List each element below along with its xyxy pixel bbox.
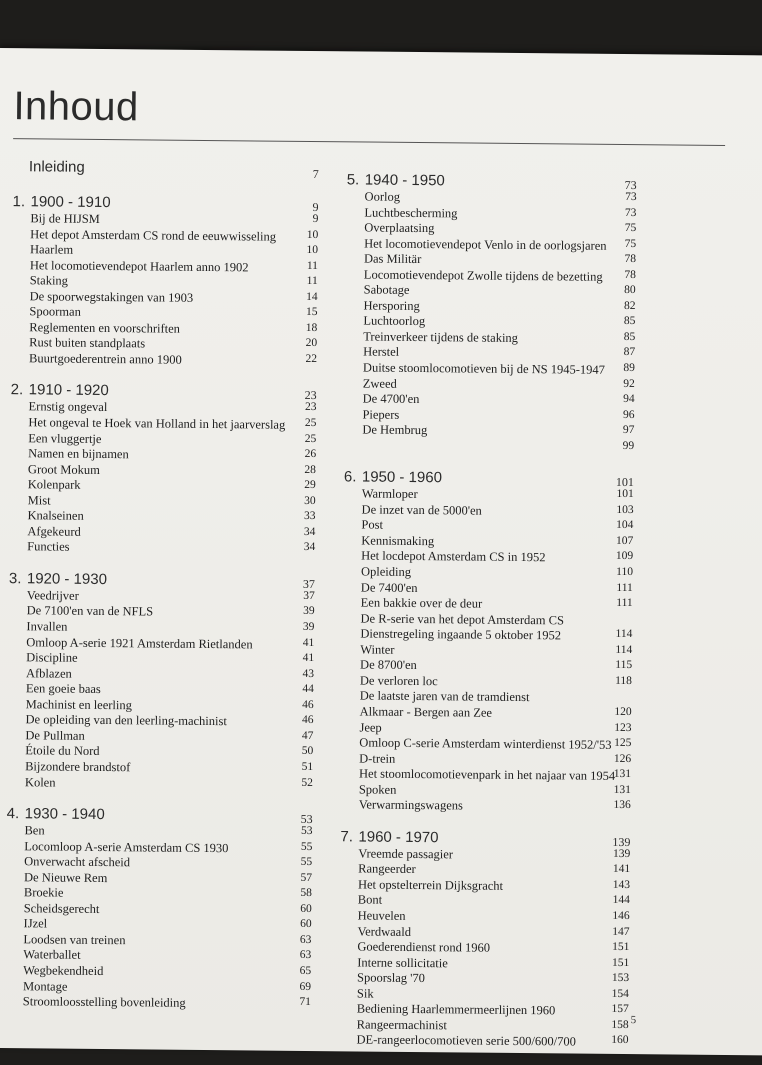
- toc-chapter: [5, 803, 313, 1012]
- entry-page-number: 131: [613, 783, 631, 796]
- entry-title: De spoorwegstakingen van 1903: [29, 289, 194, 305]
- entry-page-number: 44: [302, 683, 314, 696]
- entry-page-number: 60: [300, 902, 312, 915]
- entry-page-number: 14: [306, 290, 318, 303]
- toc-entry: [9, 540, 315, 558]
- entry-title: De 7100'en van de NFLS: [26, 603, 154, 619]
- page-number: 5: [630, 1014, 637, 1027]
- entry-page-number: 101: [616, 488, 634, 501]
- entry-title: Omloop C-serie Amsterdam winterdienst 1952/'53: [359, 735, 612, 752]
- entry-page-number: 92: [623, 377, 635, 390]
- entry-page-number: 99: [622, 439, 635, 452]
- toc-entry: [11, 351, 317, 369]
- entry-title: Afgekeurd: [27, 524, 81, 539]
- entry-page-number: 33: [303, 510, 316, 523]
- entry-title: Verwarmingswagens: [358, 797, 463, 813]
- entry-title: Herstel: [363, 344, 400, 360]
- entry-title: Het ongeval te Hoek van Holland in het jaarverslag: [28, 415, 286, 432]
- entry-title: Das Militär: [363, 251, 422, 267]
- entry-page-number: 11: [306, 259, 318, 272]
- page-title: Inhoud: [13, 84, 139, 130]
- entry-title: Een bakkie over de deur: [360, 595, 483, 611]
- toc-entry: [7, 775, 313, 793]
- entry-title: Het locomotievendepot Venlo in de oorlogsjaren: [364, 236, 607, 253]
- toc-chapter: [344, 169, 637, 456]
- entry-page-number: 151: [611, 956, 630, 969]
- entry-title: De laatste jaren van de tramdienst: [359, 688, 530, 705]
- entry-title: Bij de HIJSM: [30, 211, 100, 226]
- book-page: [0, 48, 762, 1056]
- entry-title: Opleiding: [360, 564, 412, 580]
- entry-title: Staking: [29, 273, 69, 288]
- toc-chapter: [338, 826, 630, 1051]
- entry-title: Het locomotievendepot Haarlem anno 1902: [29, 257, 249, 275]
- chapter-title: 1930 - 1940: [24, 805, 105, 824]
- entry-title: De Hembrug: [362, 422, 428, 438]
- entry-page-number: 78: [624, 268, 636, 281]
- entry-page-number: 103: [616, 503, 634, 516]
- entry-page-number: 89: [623, 362, 636, 375]
- toc-entry: [344, 438, 634, 456]
- entry-page-number: 73: [624, 206, 637, 219]
- entry-title: Rangeermachinist: [356, 1017, 447, 1033]
- chapter-heading: [347, 169, 637, 192]
- entry-page-number: 10: [306, 244, 319, 257]
- entry-page-number: 69: [299, 980, 312, 993]
- entry-page-number: 29: [304, 479, 316, 492]
- entry-page-number: 78: [624, 253, 637, 266]
- entry-title: Luchtbescherming: [364, 205, 458, 220]
- chapter-heading: [344, 467, 634, 490]
- entry-page-number: 151: [612, 940, 630, 954]
- entry-page-number: 11: [306, 275, 318, 288]
- entry-page-number: 75: [624, 237, 637, 250]
- entry-page-number: 146: [612, 909, 630, 923]
- chapter-number: 3.: [8, 570, 22, 588]
- chapter-heading: [13, 158, 319, 181]
- entry-title: Machinist en leerling: [25, 697, 133, 713]
- entry-title: Omloop A-serie 1921 Amsterdam Rietlanden: [26, 634, 253, 652]
- entry-title: Rust buiten standplaats: [29, 335, 146, 351]
- entry-title: Duitse stoomlocomotieven bij de NS 1945-1947: [362, 360, 606, 377]
- chapter-title: Inleiding: [28, 158, 85, 176]
- entry-page-number: 10: [306, 228, 319, 241]
- entry-title: De R-serie van het depot Amsterdam CS: [360, 611, 565, 628]
- entry-page-number: 87: [623, 346, 636, 359]
- entry-page-number: 41: [302, 652, 315, 665]
- entry-page-number: 125: [614, 736, 632, 750]
- entry-title: Het opstelterrein Dijksgracht: [357, 877, 504, 893]
- entry-title: Locomotievendepot Zwolle tijdens de bezetting: [363, 267, 603, 284]
- entry-page-number: 28: [304, 463, 317, 476]
- entry-title: Hersporing: [363, 298, 420, 313]
- entry-page-number: 47: [301, 729, 314, 742]
- entry-page-number: 111: [616, 597, 633, 610]
- entry-page-number: 111: [616, 581, 633, 594]
- entry-title: Bediening Haarlemmermeerlijnen 1960: [356, 1001, 556, 1018]
- entry-page-number: 58: [300, 887, 312, 900]
- entry-title: Treinverkeer tijdens de staking: [363, 329, 519, 345]
- entry-page-number: 85: [623, 330, 636, 344]
- entry-title: Onverwacht afscheid: [24, 854, 131, 870]
- entry-page-number: 114: [615, 628, 633, 641]
- entry-title: De Nieuwe Rem: [23, 869, 108, 885]
- entry-title: Knalseinen: [27, 508, 84, 524]
- entry-page-number: 23: [305, 401, 317, 414]
- toc-column-left: [5, 158, 319, 1026]
- entry-page-number: 85: [623, 315, 636, 328]
- title-rule: [13, 138, 725, 146]
- entry-page-number: 43: [302, 667, 315, 680]
- entry-title: Montage: [22, 978, 68, 994]
- toc-chapter: [11, 191, 319, 369]
- entry-title: Piepers: [362, 407, 400, 422]
- entry-page-number: 37: [303, 589, 315, 602]
- entry-page-number: 157: [611, 1003, 629, 1016]
- entry-page-number: 65: [299, 964, 312, 977]
- entry-page-number: 109: [615, 550, 634, 563]
- entry-page-number: 46: [302, 714, 314, 727]
- entry-page-number: 136: [613, 799, 631, 812]
- entry-page-number: 41: [302, 636, 315, 649]
- chapter-title: 1950 - 1960: [361, 468, 443, 487]
- entry-page-number: 9: [312, 213, 319, 226]
- entry-title: Sabotage: [363, 282, 410, 298]
- entry-title: De inzet van de 5000'en: [361, 502, 482, 518]
- entry-title: Post: [361, 517, 384, 533]
- entry-page-number: 96: [622, 408, 635, 421]
- entry-title: Invallen: [26, 619, 68, 634]
- entry-page-number: 97: [622, 424, 635, 437]
- entry-page-number: 25: [304, 432, 317, 445]
- entry-page-number: 50: [301, 745, 314, 758]
- entry-page-number: 15: [305, 306, 318, 319]
- entry-title: De 8700'en: [360, 657, 417, 673]
- entry-title: Discipline: [26, 650, 78, 665]
- entry-page-number: 57: [300, 871, 313, 884]
- toc-column-right: [338, 169, 637, 1064]
- entry-title: Een vluggertje: [28, 430, 102, 446]
- entry-title: Warmloper: [361, 486, 418, 502]
- entry-title: De opleiding van den leerling-machinist: [25, 712, 227, 729]
- chapter-number: 7.: [340, 828, 354, 846]
- chapter-page-number: 53: [300, 811, 313, 827]
- entry-page-number: 39: [302, 620, 315, 634]
- entry-title: Interne sollicitatie: [357, 955, 448, 970]
- entry-title: Spoorslag '70: [357, 970, 426, 986]
- entry-page-number: 55: [300, 840, 313, 853]
- entry-title: Mist: [27, 493, 51, 508]
- entry-title: Winter: [360, 642, 395, 657]
- entry-page-number: 53: [300, 824, 313, 838]
- entry-page-number: 34: [303, 541, 316, 554]
- entry-page-number: 26: [304, 448, 317, 461]
- entry-title: Kolen: [24, 774, 56, 790]
- entry-title: Vreemde passagier: [358, 846, 454, 862]
- entry-title: Sik: [356, 986, 374, 1001]
- entry-title: Haarlem: [30, 242, 74, 257]
- entry-title: Waterballet: [23, 947, 81, 963]
- entry-title: Broekie: [23, 885, 64, 900]
- entry-title: De 7400'en: [360, 580, 418, 595]
- chapter-title: 1940 - 1950: [364, 171, 445, 190]
- chapter-page-number: 37: [302, 576, 315, 591]
- chapter-title: 1960 - 1970: [358, 828, 439, 847]
- entry-page-number: 118: [615, 674, 633, 687]
- entry-title: Stroomloosstelling bovenleiding: [22, 994, 186, 1010]
- entry-page-number: 71: [299, 995, 311, 1009]
- entry-page-number: 52: [301, 776, 314, 789]
- entry-title: Luchtoorlog: [363, 313, 426, 329]
- toc-chapter: [7, 568, 315, 793]
- toc-chapter: [13, 158, 319, 181]
- toc-chapter: [341, 467, 634, 816]
- entry-title: Heuvelen: [357, 908, 406, 923]
- entry-title: Kennismaking: [361, 533, 435, 549]
- entry-title: Locomloop A-serie Amsterdam CS 1930: [24, 838, 229, 855]
- entry-title: Loodsen van treinen: [23, 932, 126, 948]
- entry-page-number: 141: [612, 863, 631, 876]
- entry-page-number: 34: [303, 525, 316, 538]
- chapter-number: 5.: [346, 171, 360, 189]
- chapter-page-number: 73: [624, 178, 637, 193]
- entry-title: Een goeie baas: [25, 681, 101, 697]
- entry-page-number: 144: [612, 894, 630, 907]
- entry-title: De Pullman: [25, 728, 85, 743]
- entry-title: DE-rangeerlocomotieven serie 500/600/700: [356, 1032, 576, 1049]
- chapter-title: 1920 - 1930: [26, 570, 108, 588]
- entry-page-number: 18: [305, 321, 318, 334]
- entry-page-number: 63: [299, 933, 312, 946]
- entry-page-number: 114: [615, 643, 633, 656]
- entry-title: De verloren loc: [359, 673, 438, 689]
- entry-title: Bijzondere brandstof: [25, 759, 131, 775]
- entry-title: D-trein: [359, 751, 396, 766]
- entry-title: Étoile du Nord: [25, 743, 100, 759]
- chapter-number: 6.: [343, 468, 357, 486]
- entry-title: Reglementen en voorschriften: [29, 320, 181, 336]
- entry-page-number: 143: [612, 878, 631, 891]
- entry-title: Dienstregeling ingaande 5 oktober 1952: [360, 626, 562, 643]
- chapter-page-number: 101: [615, 475, 634, 490]
- entry-page-number: 46: [302, 698, 314, 711]
- entry-page-number: 153: [611, 972, 630, 985]
- entry-title: Het stoomlocomotievenpark in het najaar van 1954: [358, 766, 616, 784]
- entry-page-number: 55: [300, 856, 313, 869]
- entry-title: IJzel: [23, 916, 48, 931]
- entry-page-number: 75: [624, 222, 637, 235]
- entry-title: Oorlog: [364, 189, 401, 204]
- entry-page-number: 115: [615, 659, 633, 672]
- entry-page-number: 22: [305, 352, 318, 365]
- entry-page-number: 80: [624, 284, 636, 297]
- entry-title: Goederendienst rond 1960: [357, 939, 491, 955]
- entry-title: Overplaatsing: [364, 220, 435, 236]
- entry-title: Afblazen: [25, 665, 72, 681]
- entry-page-number: 94: [623, 393, 635, 406]
- chapter-page-number: 7: [312, 167, 319, 182]
- entry-title: Veedrijver: [26, 588, 79, 603]
- entry-page-number: 147: [612, 925, 630, 938]
- entry-page-number: 131: [613, 768, 632, 781]
- entry-title: Ernstig ongeval: [28, 399, 108, 415]
- entry-title: Verdwaald: [357, 923, 412, 939]
- entry-title: Buurtgoederentrein anno 1900: [28, 351, 182, 367]
- chapter-page-number: 139: [612, 834, 631, 849]
- chapter-heading: [340, 826, 630, 849]
- chapter-number: 1.: [12, 193, 26, 211]
- entry-title: Ben: [24, 823, 45, 838]
- chapter-title: 1900 - 1910: [30, 193, 111, 212]
- entry-title: Zweed: [362, 376, 397, 391]
- entry-title: Scheidsgerecht: [23, 901, 100, 916]
- entry-title: De 4700'en: [362, 391, 420, 407]
- entry-page-number: 158: [611, 1018, 629, 1031]
- entry-page-number: 139: [612, 847, 631, 860]
- toc-entry: [5, 994, 311, 1012]
- chapter-number: 4.: [6, 805, 20, 823]
- entry-page-number: 154: [611, 987, 630, 1000]
- entry-title: Het depot Amsterdam CS rond de eeuwwisseling: [30, 226, 277, 244]
- entry-page-number: 60: [300, 918, 312, 931]
- entry-page-number: 39: [303, 605, 315, 618]
- entry-page-number: 51: [301, 760, 314, 773]
- entry-page-number: 20: [305, 337, 318, 350]
- entry-title: Functies: [27, 539, 70, 555]
- entry-title: Spoken: [358, 782, 397, 797]
- toc-chapter: [9, 380, 317, 558]
- entry-page-number: 123: [614, 721, 632, 734]
- entry-title: Bont: [357, 892, 383, 908]
- chapter-number: 2.: [10, 381, 24, 399]
- entry-page-number: 25: [304, 416, 317, 430]
- chapter-page-number: 23: [304, 388, 317, 403]
- entry-title: Jeep: [359, 719, 382, 735]
- toc-entry: [338, 1033, 628, 1051]
- entry-title: Het locdepot Amsterdam CS in 1952: [361, 548, 546, 565]
- chapter-title: 1910 - 1920: [28, 381, 109, 400]
- entry-page-number: 107: [615, 534, 634, 548]
- entry-title: Rangeerder: [358, 861, 416, 877]
- entry-title: Kolenpark: [27, 477, 81, 492]
- entry-title: Groot Mokum: [27, 461, 100, 477]
- entry-page-number: 30: [304, 494, 316, 507]
- toc-entry: [341, 798, 631, 816]
- entry-title: Alkmaar - Bergen aan Zee: [359, 704, 493, 720]
- entry-page-number: 63: [299, 949, 312, 962]
- entry-title: Spoorman: [29, 304, 81, 320]
- entry-page-number: 126: [613, 752, 632, 765]
- entry-title: Wegbekendheid: [23, 963, 104, 979]
- entry-page-number: 120: [614, 705, 632, 719]
- entry-page-number: 110: [616, 565, 634, 579]
- entry-page-number: 104: [616, 519, 634, 532]
- entry-title: Namen en bijnamen: [28, 446, 129, 462]
- entry-page-number: 82: [623, 299, 636, 312]
- entry-page-number: 73: [625, 191, 637, 204]
- entry-page-number: 160: [611, 1034, 629, 1047]
- chapter-page-number: 9: [312, 200, 319, 215]
